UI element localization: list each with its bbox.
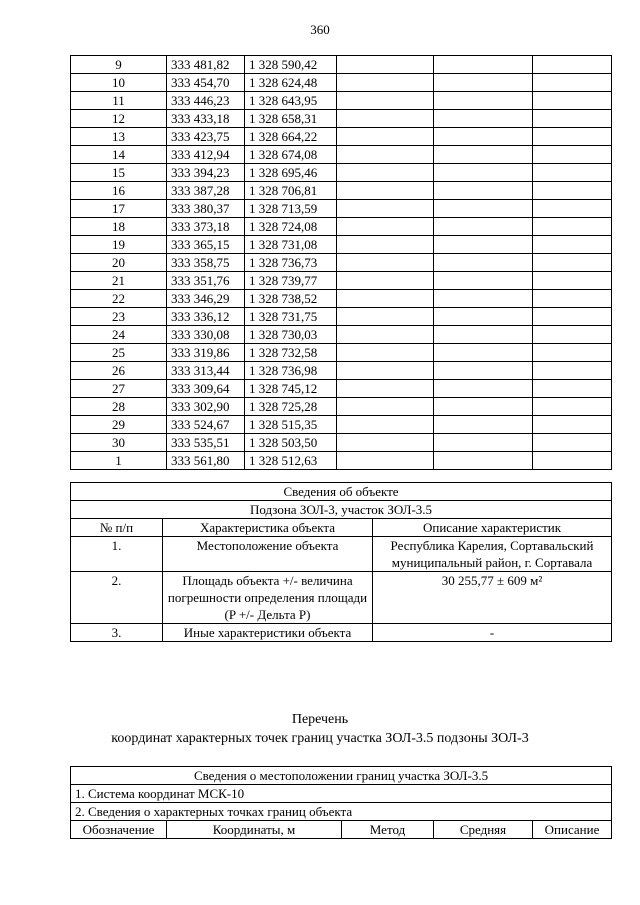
row-value: 30 255,77 ± 609 м² <box>373 572 612 624</box>
description-cell <box>533 272 612 290</box>
coord-x: 333 309,64 <box>167 380 245 398</box>
row-name: Местоположение объекта <box>163 537 373 572</box>
point-number: 27 <box>71 380 167 398</box>
coordinate-row <box>71 290 612 308</box>
method-cell <box>337 200 434 218</box>
description-cell <box>533 452 612 470</box>
coordinate-row <box>71 146 612 164</box>
average-cell <box>434 416 533 434</box>
header-method: Метод <box>342 821 434 839</box>
coord-x: 333 524,67 <box>167 416 245 434</box>
coord-x: 333 433,18 <box>167 110 245 128</box>
header-description: Описание характеристик <box>373 519 612 537</box>
average-cell <box>434 254 533 272</box>
description-cell <box>533 74 612 92</box>
average-cell <box>434 56 533 74</box>
object-info-subtitle: Подзона ЗОЛ-3, участок ЗОЛ-3.5 <box>71 501 612 519</box>
average-cell <box>434 110 533 128</box>
description-cell <box>533 56 612 74</box>
description-cell <box>533 200 612 218</box>
description-cell <box>533 362 612 380</box>
method-cell <box>337 452 434 470</box>
description-cell <box>533 164 612 182</box>
location-title: Сведения о местоположении границ участка ЗОЛ-3.5 <box>71 767 612 785</box>
coordinate-row <box>71 452 612 470</box>
coord-y: 1 328 503,50 <box>245 434 337 452</box>
coord-x: 333 336,12 <box>167 308 245 326</box>
description-cell <box>533 290 612 308</box>
coord-x: 333 387,28 <box>167 182 245 200</box>
description-cell <box>533 236 612 254</box>
coord-x: 333 394,23 <box>167 164 245 182</box>
coordinate-row <box>71 200 612 218</box>
description-cell <box>533 308 612 326</box>
coord-y: 1 328 515,35 <box>245 416 337 434</box>
description-cell <box>533 398 612 416</box>
coord-x: 333 365,15 <box>167 236 245 254</box>
average-cell <box>434 128 533 146</box>
average-cell <box>434 146 533 164</box>
coord-x: 333 423,75 <box>167 128 245 146</box>
coord-x: 333 351,76 <box>167 272 245 290</box>
coord-y: 1 328 512,63 <box>245 452 337 470</box>
average-cell <box>434 200 533 218</box>
coord-y: 1 328 736,73 <box>245 254 337 272</box>
coord-y: 1 328 674,08 <box>245 146 337 164</box>
object-info-table <box>70 482 612 642</box>
description-cell <box>533 434 612 452</box>
coord-x: 333 561,80 <box>167 452 245 470</box>
coord-y: 1 328 732,58 <box>245 344 337 362</box>
coordinate-row <box>71 218 612 236</box>
average-cell <box>434 398 533 416</box>
coord-x: 333 535,51 <box>167 434 245 452</box>
coord-y: 1 328 590,42 <box>245 56 337 74</box>
average-cell <box>434 344 533 362</box>
description-cell <box>533 182 612 200</box>
method-cell <box>337 218 434 236</box>
coord-y: 1 328 658,31 <box>245 110 337 128</box>
method-cell <box>337 236 434 254</box>
method-cell <box>337 110 434 128</box>
coordinate-row <box>71 362 612 380</box>
description-cell <box>533 92 612 110</box>
method-cell <box>337 92 434 110</box>
method-cell <box>337 146 434 164</box>
average-cell <box>434 290 533 308</box>
coord-x: 333 380,37 <box>167 200 245 218</box>
method-cell <box>337 362 434 380</box>
point-number: 28 <box>71 398 167 416</box>
point-number: 11 <box>71 92 167 110</box>
header-average: Средняя <box>434 821 533 839</box>
coordinate-row <box>71 164 612 182</box>
coord-y: 1 328 731,08 <box>245 236 337 254</box>
coordinate-row <box>71 416 612 434</box>
coord-y: 1 328 739,77 <box>245 272 337 290</box>
description-cell <box>533 416 612 434</box>
coordinate-row <box>71 110 612 128</box>
average-cell <box>434 362 533 380</box>
method-cell <box>337 164 434 182</box>
header-designation: Обозначение <box>71 821 167 839</box>
coord-y: 1 328 706,81 <box>245 182 337 200</box>
point-number: 9 <box>71 56 167 74</box>
average-cell <box>434 272 533 290</box>
point-number: 12 <box>71 110 167 128</box>
coord-x: 333 313,44 <box>167 362 245 380</box>
method-cell <box>337 254 434 272</box>
coord-y: 1 328 738,52 <box>245 290 337 308</box>
coord-y: 1 328 724,08 <box>245 218 337 236</box>
point-number: 21 <box>71 272 167 290</box>
row-name: Иные характеристики объекта <box>163 624 373 642</box>
object-info-title: Сведения об объекте <box>71 483 612 501</box>
point-number: 19 <box>71 236 167 254</box>
row-num: 1. <box>71 537 163 572</box>
coordinate-row <box>71 56 612 74</box>
coordinate-row <box>71 236 612 254</box>
average-cell <box>434 74 533 92</box>
description-cell <box>533 128 612 146</box>
coord-y: 1 328 643,95 <box>245 92 337 110</box>
coordinate-row <box>71 326 612 344</box>
row-num: 3. <box>71 624 163 642</box>
coord-y: 1 328 713,59 <box>245 200 337 218</box>
description-cell <box>533 218 612 236</box>
header-description: Описание <box>533 821 612 839</box>
average-cell <box>434 308 533 326</box>
coord-x: 333 454,70 <box>167 74 245 92</box>
description-cell <box>533 344 612 362</box>
description-cell <box>533 146 612 164</box>
coord-y: 1 328 725,28 <box>245 398 337 416</box>
method-cell <box>337 56 434 74</box>
point-number: 15 <box>71 164 167 182</box>
coordinate-row <box>71 398 612 416</box>
coordinate-row <box>71 254 612 272</box>
coordinate-row <box>71 92 612 110</box>
point-number: 22 <box>71 290 167 308</box>
point-number: 18 <box>71 218 167 236</box>
point-number: 17 <box>71 200 167 218</box>
coord-x: 333 330,08 <box>167 326 245 344</box>
method-cell <box>337 290 434 308</box>
points-info: 2. Сведения о характерных точках границ объекта <box>71 803 612 821</box>
coord-x: 333 481,82 <box>167 56 245 74</box>
coord-x: 333 412,94 <box>167 146 245 164</box>
method-cell <box>337 272 434 290</box>
row-num: 2. <box>71 572 163 624</box>
coordinate-row <box>71 182 612 200</box>
method-cell <box>337 416 434 434</box>
point-number: 26 <box>71 362 167 380</box>
header-coordinates: Координаты, м <box>167 821 342 839</box>
coord-y: 1 328 745,12 <box>245 380 337 398</box>
point-number: 1 <box>71 452 167 470</box>
average-cell <box>434 434 533 452</box>
point-number: 13 <box>71 128 167 146</box>
point-number: 29 <box>71 416 167 434</box>
average-cell <box>434 218 533 236</box>
point-number: 14 <box>71 146 167 164</box>
method-cell <box>337 74 434 92</box>
method-cell <box>337 128 434 146</box>
average-cell <box>434 182 533 200</box>
row-value: - <box>373 624 612 642</box>
coordinate-row <box>71 434 612 452</box>
coord-y: 1 328 736,98 <box>245 362 337 380</box>
row-value: Республика Карелия, Сортавальский муниципальный район, г. Сортавала <box>373 537 612 572</box>
coordinate-row <box>71 380 612 398</box>
average-cell <box>434 92 533 110</box>
point-number: 30 <box>71 434 167 452</box>
coordinate-system: 1. Система координат МСК-10 <box>71 785 612 803</box>
coordinate-row <box>71 344 612 362</box>
page-number: 360 <box>310 22 330 37</box>
average-cell <box>434 164 533 182</box>
list-heading-title: Перечень <box>291 712 349 727</box>
method-cell <box>337 326 434 344</box>
coordinate-row <box>71 272 612 290</box>
average-cell <box>434 452 533 470</box>
method-cell <box>337 380 434 398</box>
description-cell <box>533 110 612 128</box>
coord-x: 333 319,86 <box>167 344 245 362</box>
coord-x: 333 302,90 <box>167 398 245 416</box>
description-cell <box>533 254 612 272</box>
coord-x: 333 346,29 <box>167 290 245 308</box>
header-num: № п/п <box>71 519 163 537</box>
coordinate-row <box>71 128 612 146</box>
row-name: Площадь объекта +/- величина погрешности определения площади (P +/- Дельта P) <box>163 572 373 624</box>
coordinates-table <box>70 55 612 470</box>
method-cell <box>337 308 434 326</box>
point-number: 23 <box>71 308 167 326</box>
description-cell <box>533 380 612 398</box>
coord-y: 1 328 695,46 <box>245 164 337 182</box>
coord-x: 333 373,18 <box>167 218 245 236</box>
method-cell <box>337 398 434 416</box>
point-number: 10 <box>71 74 167 92</box>
point-number: 20 <box>71 254 167 272</box>
coord-y: 1 328 664,22 <box>245 128 337 146</box>
location-table <box>70 766 612 839</box>
coord-x: 333 358,75 <box>167 254 245 272</box>
point-number: 16 <box>71 182 167 200</box>
coord-y: 1 328 624,48 <box>245 74 337 92</box>
coord-y: 1 328 731,75 <box>245 308 337 326</box>
header-characteristic: Характеристика объекта <box>163 519 373 537</box>
average-cell <box>434 326 533 344</box>
description-cell <box>533 326 612 344</box>
list-heading-subtitle: координат характерных точек границ участка ЗОЛ-3.5 подзоны ЗОЛ-3 <box>111 731 529 746</box>
point-number: 24 <box>71 326 167 344</box>
coord-x: 333 446,23 <box>167 92 245 110</box>
method-cell <box>337 344 434 362</box>
coord-y: 1 328 730,03 <box>245 326 337 344</box>
average-cell <box>434 380 533 398</box>
coordinate-row <box>71 308 612 326</box>
coordinate-row <box>71 74 612 92</box>
average-cell <box>434 236 533 254</box>
method-cell <box>337 434 434 452</box>
method-cell <box>337 182 434 200</box>
point-number: 25 <box>71 344 167 362</box>
